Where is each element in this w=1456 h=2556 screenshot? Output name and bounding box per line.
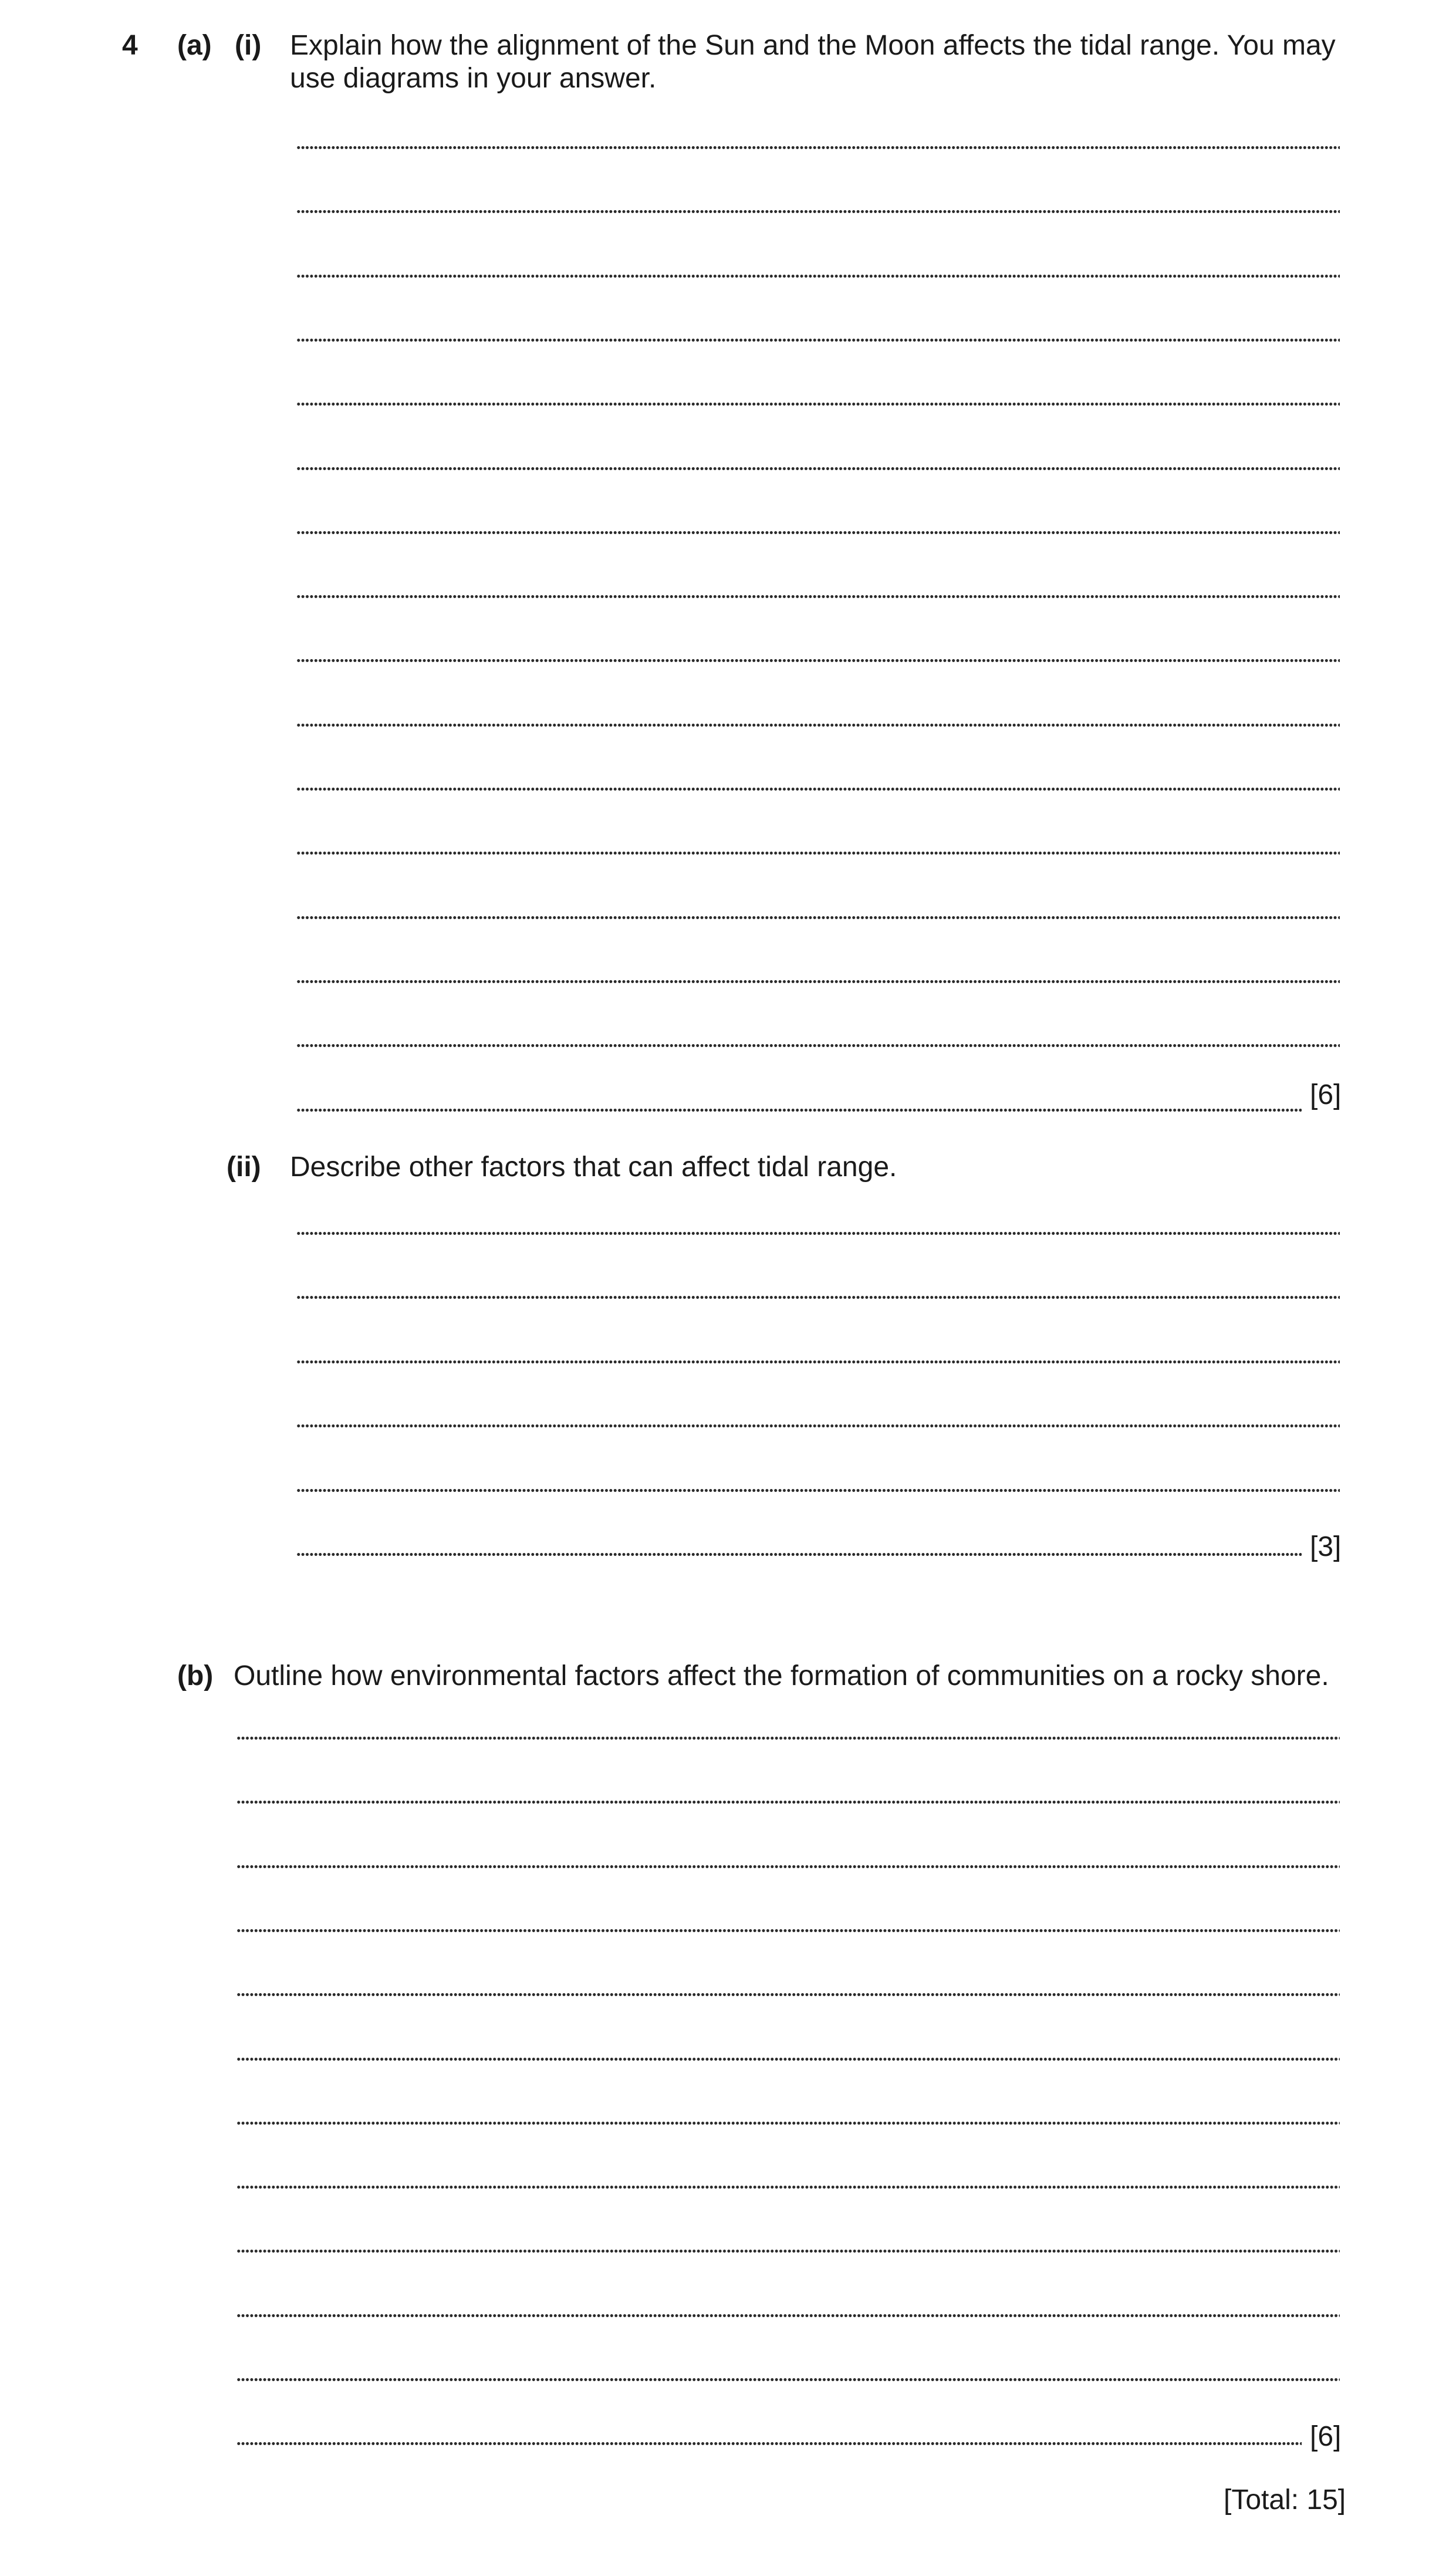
answer-line[interactable] (296, 274, 1340, 278)
answer-line[interactable] (237, 2442, 1302, 2446)
answer-line[interactable] (237, 2185, 1340, 2189)
answer-line[interactable] (296, 467, 1340, 471)
total-marks: [Total: 15] (1224, 2484, 1346, 2516)
answer-line[interactable] (296, 338, 1340, 342)
sub-i-label: (i) (235, 30, 262, 61)
answer-line[interactable] (237, 2121, 1340, 2125)
answer-line[interactable] (237, 1993, 1340, 1997)
answer-line[interactable] (296, 531, 1340, 535)
answer-line[interactable] (296, 916, 1340, 920)
answer-line[interactable] (237, 2378, 1340, 2382)
answer-line[interactable] (296, 1488, 1340, 1493)
part-b-label: (b) (177, 1660, 214, 1691)
answer-line[interactable] (296, 723, 1340, 727)
sub-i-prompt: Explain how the alignment of the Sun and the Moon affects the tidal range. You may use diagrams in your answer. (290, 30, 1336, 94)
sub-ii-prompt: Describe other factors that can affect tidal range. (290, 1152, 897, 1183)
part-b-prompt: Outline how environmental factors affect the formation of communities on a rocky shore. (234, 1660, 1329, 1691)
answer-line[interactable] (296, 595, 1340, 599)
part-a-label: (a) (177, 30, 212, 61)
question-number: 4 (122, 30, 138, 61)
answer-line[interactable] (296, 1108, 1302, 1112)
answer-line[interactable] (296, 1044, 1340, 1048)
answer-line[interactable] (296, 851, 1340, 855)
answer-line[interactable] (237, 1865, 1340, 1869)
answer-line[interactable] (296, 1552, 1302, 1556)
answer-line[interactable] (296, 980, 1340, 984)
answer-line[interactable] (237, 1736, 1340, 1740)
answer-line[interactable] (237, 1800, 1340, 1804)
answer-line[interactable] (296, 1360, 1340, 1364)
answer-line[interactable] (296, 402, 1340, 406)
answer-line[interactable] (237, 2314, 1340, 2318)
marks-a-ii: [3] (1310, 1531, 1342, 1562)
marks-a-i: [6] (1310, 1079, 1342, 1110)
answer-line[interactable] (296, 1231, 1340, 1235)
answer-line[interactable] (296, 659, 1340, 663)
answer-line[interactable] (296, 787, 1340, 791)
answer-line[interactable] (237, 1929, 1340, 1933)
answer-line[interactable] (296, 1424, 1340, 1428)
answer-line[interactable] (296, 1295, 1340, 1299)
marks-b: [6] (1310, 2421, 1342, 2452)
answer-line[interactable] (296, 146, 1340, 150)
answer-line[interactable] (237, 2249, 1340, 2253)
sub-ii-label: (ii) (227, 1152, 261, 1183)
answer-line[interactable] (296, 210, 1340, 214)
answer-line[interactable] (237, 2057, 1340, 2061)
